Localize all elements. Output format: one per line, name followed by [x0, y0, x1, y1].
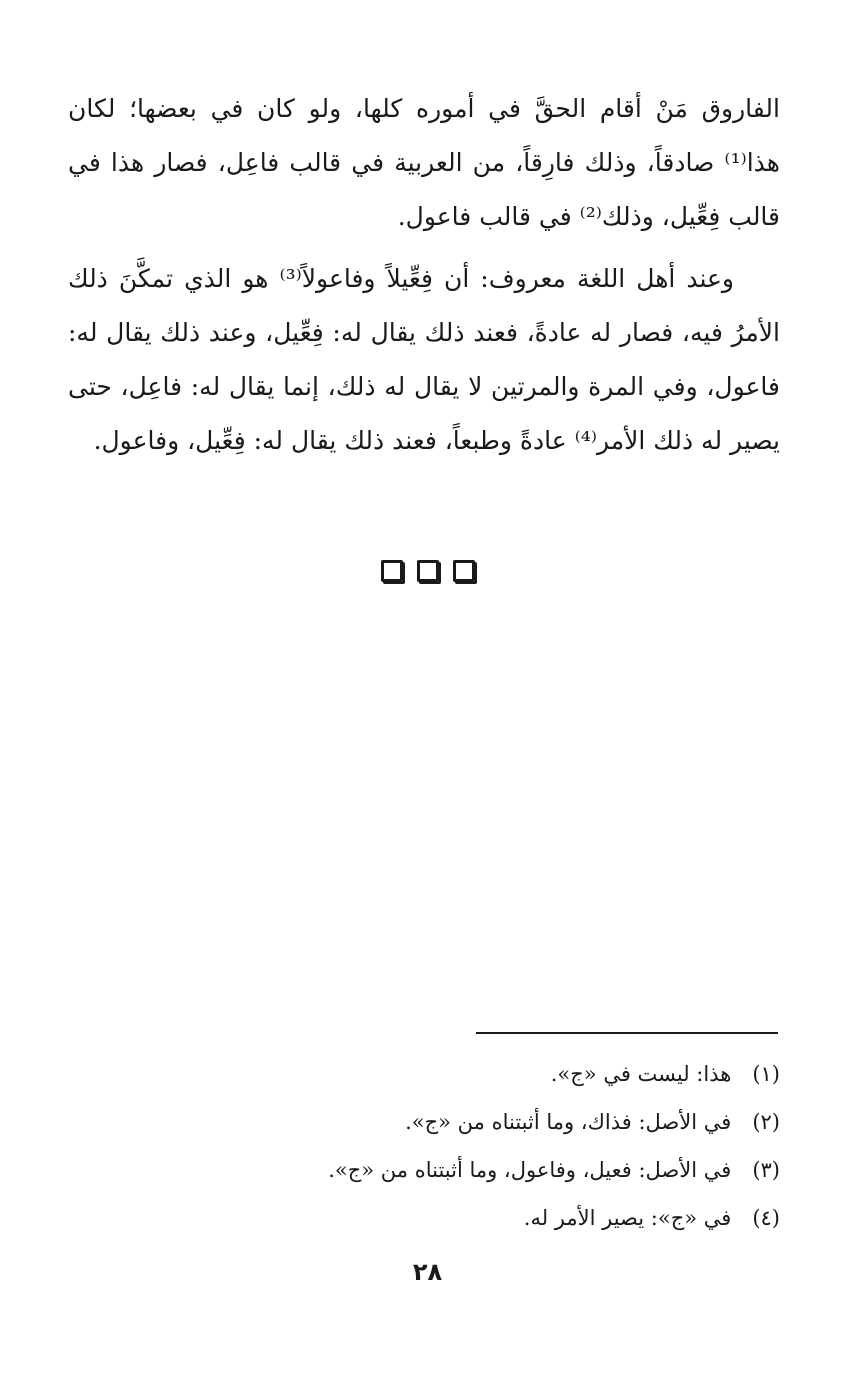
- footnote-1: [100, 1050, 780, 1098]
- footnote-2: [100, 1098, 780, 1146]
- main-text-block: [68, 82, 780, 476]
- square-ornament-icon: [453, 560, 475, 582]
- footnote-number: (٣): [752, 1158, 780, 1182]
- footnote-3: [100, 1146, 780, 1194]
- paragraph-1: الفاروق مَنْ أقام الحقَّ في أموره كلها، ولو كان في بعضها؛ لكان هذا⁽¹⁾ صادقاً، وذلك فارِقاً، من العربية في قالب فاعِل، فصار هذا في قالب فِعِّيل، وذلك⁽²⁾ في قالب فاعول.: [68, 94, 780, 231]
- square-ornament-icon: [381, 560, 403, 582]
- footnote-number: (١): [752, 1062, 780, 1086]
- page-number: ٢٨: [412, 1258, 443, 1286]
- footnote-text: في «ج»: يصير الأمر له.: [523, 1206, 732, 1230]
- footnote-text: هذا: ليست في «ج».: [550, 1062, 732, 1086]
- footnote-4: [100, 1194, 780, 1242]
- footnote-number: (٤): [752, 1206, 780, 1230]
- footnotes-list: [100, 1050, 780, 1242]
- footnote-text: في الأصل: فذاك، وما أثبتناه من «ج».: [405, 1110, 732, 1134]
- square-ornament-icon: [417, 560, 439, 582]
- paragraph-2: وعند أهل اللغة معروف: أن فِعِّيلاً وفاعولاً⁽³⁾ هو الذي تمكَّنَ ذلك الأمرُ فيه، فصار له عادةً، فعند ذلك يقال له: فِعِّيل، وعند ذلك يقال له: فاعول، وفي المرة والمرتين لا يقال له ذلك، إنما يقال له: فاعِل، حتى يصير له ذلك الأمر⁽⁴⁾ عادةً وطبعاً، فعند ذلك يقال له: فِعِّيل، وفاعول.: [68, 264, 780, 455]
- footnote-separator: [476, 1032, 778, 1034]
- footnote-number: (٢): [752, 1110, 780, 1134]
- section-divider-ornament: [0, 560, 855, 582]
- footnote-text: في الأصل: فعيل، وفاعول، وما أثبتناه من «ج».: [328, 1158, 732, 1182]
